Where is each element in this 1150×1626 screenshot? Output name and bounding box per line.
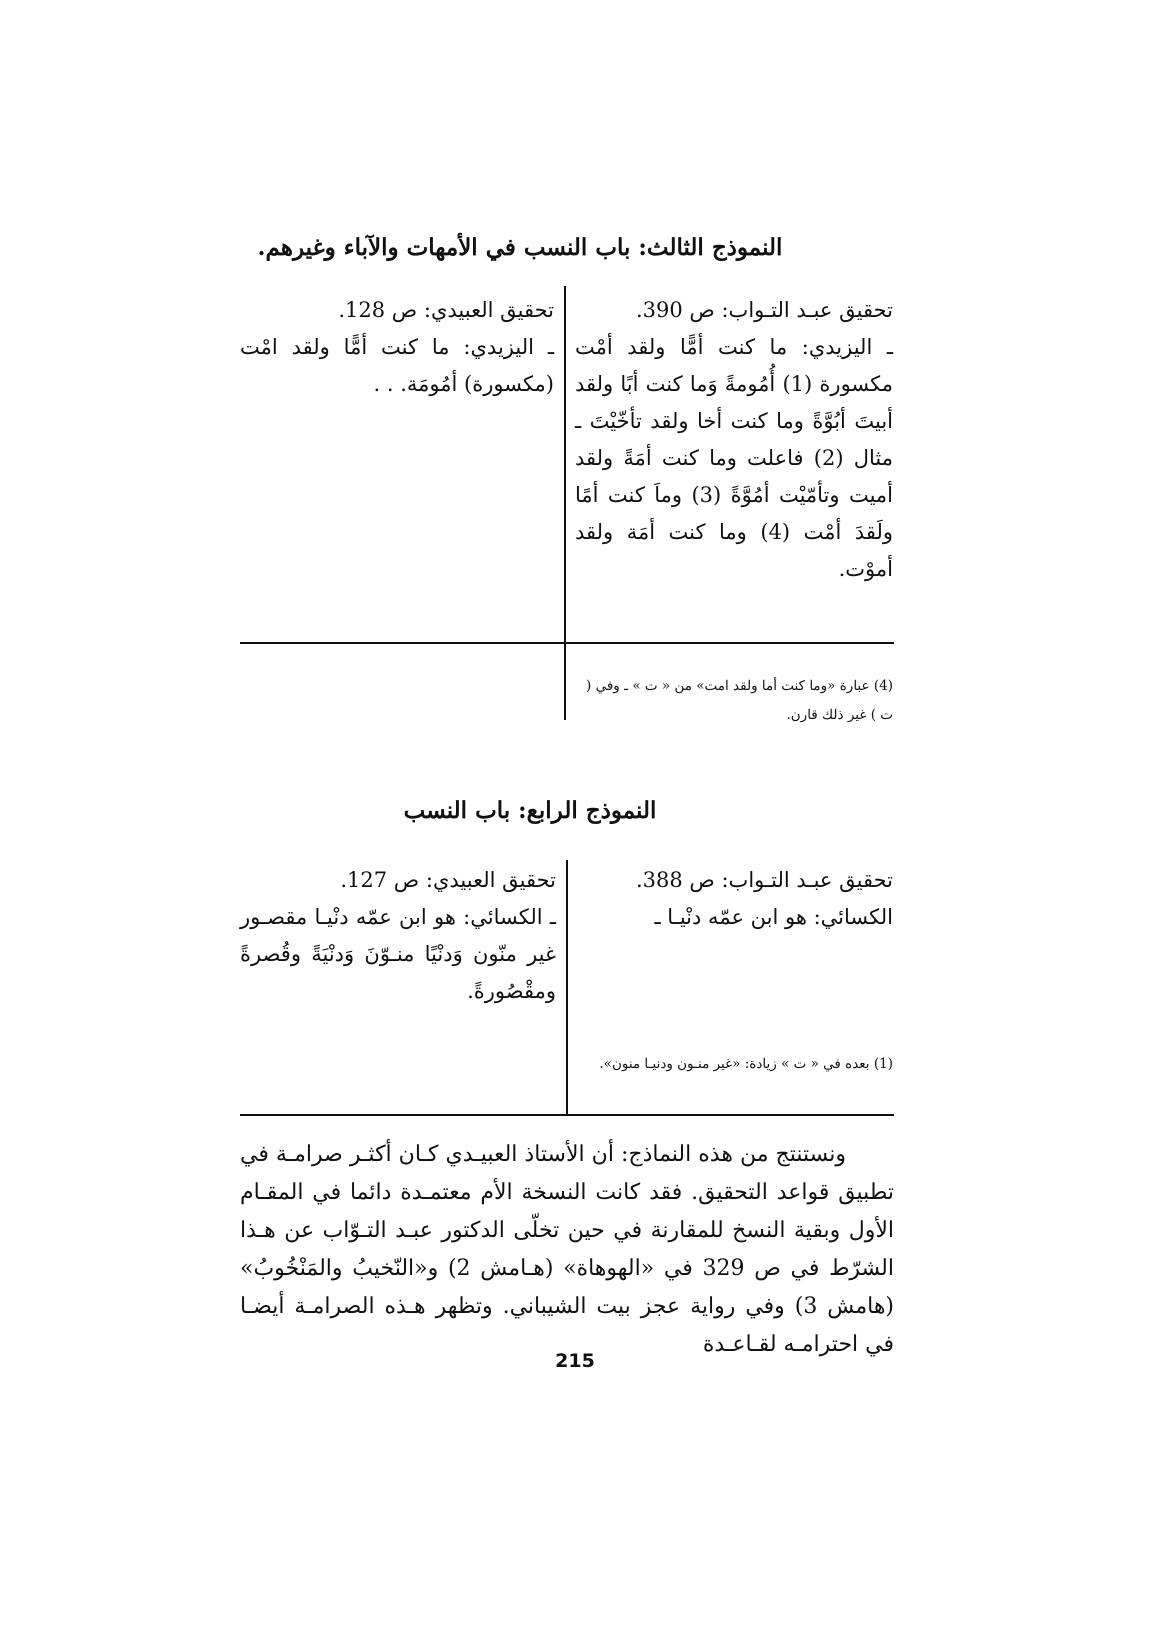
page-number: 215 xyxy=(555,1350,595,1372)
section3-right-heading: تحقيق عبـد التـواب: ص 390. xyxy=(635,298,893,322)
section4-bottom-rule xyxy=(240,1114,894,1116)
section4-left-text: ـ الكسائي: هو ابن عمّه دنْيـا مقصـور غير منّون وَدنْيًا منـوّنَ وَدنْيَةً وقُصرةً ومقْصُورةً. xyxy=(240,905,556,1003)
section4-right-footnote: (1) بعده في « ت » زيادة: «غير منـون ودنيـا منون». xyxy=(599,1056,893,1072)
section4-column-divider xyxy=(566,860,568,1116)
section3-right-column xyxy=(575,292,893,588)
section3-left-text: ـ اليزيدي: ما كنت أمًّا ولقد امْت (مكسورة) أمُومَة. . . xyxy=(240,335,554,396)
section4-right-column xyxy=(577,862,893,936)
section4-left-heading: تحقيق العبيدي: ص 127. xyxy=(340,868,556,892)
section4-right-text: الكسائي: هو ابن عمّه دنْيـا ـ xyxy=(654,905,893,929)
section3-footnote-separator xyxy=(240,642,894,644)
section4-title: النموذج الرابع: باب النسب xyxy=(403,797,657,824)
section3-right-footnote: (4) عبارة «وما كنت أما ولقد امت» من « ت » ـ وفي ( ت ) غير ذلك قارن. xyxy=(586,678,893,723)
section3-left-column xyxy=(240,292,554,403)
section3-title: النموذج الثالث: باب النسب في الأمهات والآباء وغيرهم. xyxy=(257,234,783,261)
section3-right-text: ـ اليزيدي: ما كنت أمًّا ولقد أمْت مكسورة (1) أُمُومةً وَما كنت أبًا ولقد أبيتَ أبُوَّةً وما كنت أخا ولقد تأخّيْتَ ـ مثال (2) فاعلت وما كنت أمَةً ولقد أميت وتأمّيْت أمُوَّةً (3) وماَ كنت أمًا ولَقدَ أمْت (4) وما كنت أمَة ولقد أموْت. xyxy=(575,335,893,581)
section3-column-divider xyxy=(564,286,566,720)
conclusion-paragraph: ونستنتج من هذه النماذج: أن الأستاذ العبيـدي كـان أكثـر صرامـة في تطبيق قواعد التحقيق. فقد كانت النسخة الأم معتمـدة دائما في المقـام الأول وبقية النسخ للمقارنة في حين تخلّى الدكتور عبـد التـوّاب عن هـذا الشرّط في ص 329 في «الهوهاة» (هـامش 2) و«النّخيبُ والمَنْخُوبُ» (هامش 3) وفي رواية عجز بيت الشيباني. وتظهر هـذه الصرامـة أيضـا في احترامـه لقـاعـدة xyxy=(240,1142,895,1357)
section3-left-heading: تحقيق العبيدي: ص 128. xyxy=(338,298,554,322)
section4-left-column xyxy=(240,862,556,1010)
section4-right-heading: تحقيق عبـد التـواب: ص 388. xyxy=(635,868,893,892)
